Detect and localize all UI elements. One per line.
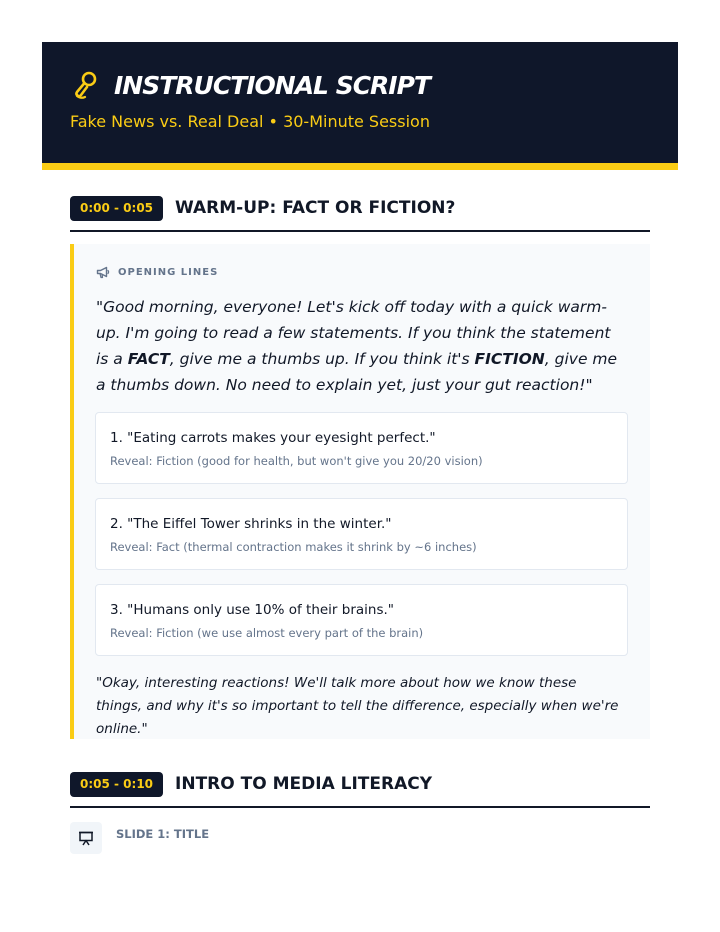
slide-row [70,822,209,854]
page-title: INSTRUCTIONAL SCRIPT [114,70,430,100]
statement-reveal: Reveal: Fiction (good for health, but won't give you 20/20 vision) [110,454,483,468]
header-title-row [72,70,430,100]
statement-text: 2. "The Eiffel Tower shrinks in the winter." [110,516,392,532]
page-header [42,42,678,170]
statement-card [95,584,628,656]
script-label: OPENING LINES [118,267,219,278]
statement-text: 3. "Humans only use 10% of their brains." [110,602,395,618]
section-heading-warmup [70,196,650,232]
slide-label: SLIDE 1: TITLE [116,827,210,841]
closing-quote: "Okay, interesting reactions! We'll talk more about how we know these things, and why it's so important to tell the difference, especially when we're online." [96,675,619,737]
statement-text: 1. "Eating carrots makes your eyesight perfect." [110,430,436,446]
time-badge: 0:00 - 0:05 [70,196,163,221]
fact-emphasis: FACT [127,350,170,368]
statement-reveal: Reveal: Fact (thermal contraction makes it shrink by ~6 inches) [110,540,477,554]
section-heading-media-literacy [70,772,650,808]
script-label-row [96,266,218,279]
script-box [70,244,650,739]
fiction-emphasis: FICTION [474,350,545,368]
presentation-icon [70,822,102,854]
section-title: WARM-UP: FACT OR FICTION? [175,198,456,218]
microphone-icon [72,70,100,100]
time-badge: 0:05 - 0:10 [70,772,163,797]
statement-card [95,498,628,570]
opening-quote: "Good morning, everyone! Let's kick off today with a quick warm-up. I'm going to read a few statements. If you think the statement is a FACT, give me a thumbs up. If you think it's FICTION, give me a thumbs down. No need to explain yet, just your gut reaction!" [96,298,618,394]
statement-reveal: Reveal: Fiction (we use almost every part of the brain) [110,626,424,640]
page-subtitle: Fake News vs. Real Deal • 30-Minute Session [70,112,430,131]
megaphone-icon [96,266,110,279]
section-title: INTRO TO MEDIA LITERACY [175,774,433,794]
statement-card [95,412,628,484]
